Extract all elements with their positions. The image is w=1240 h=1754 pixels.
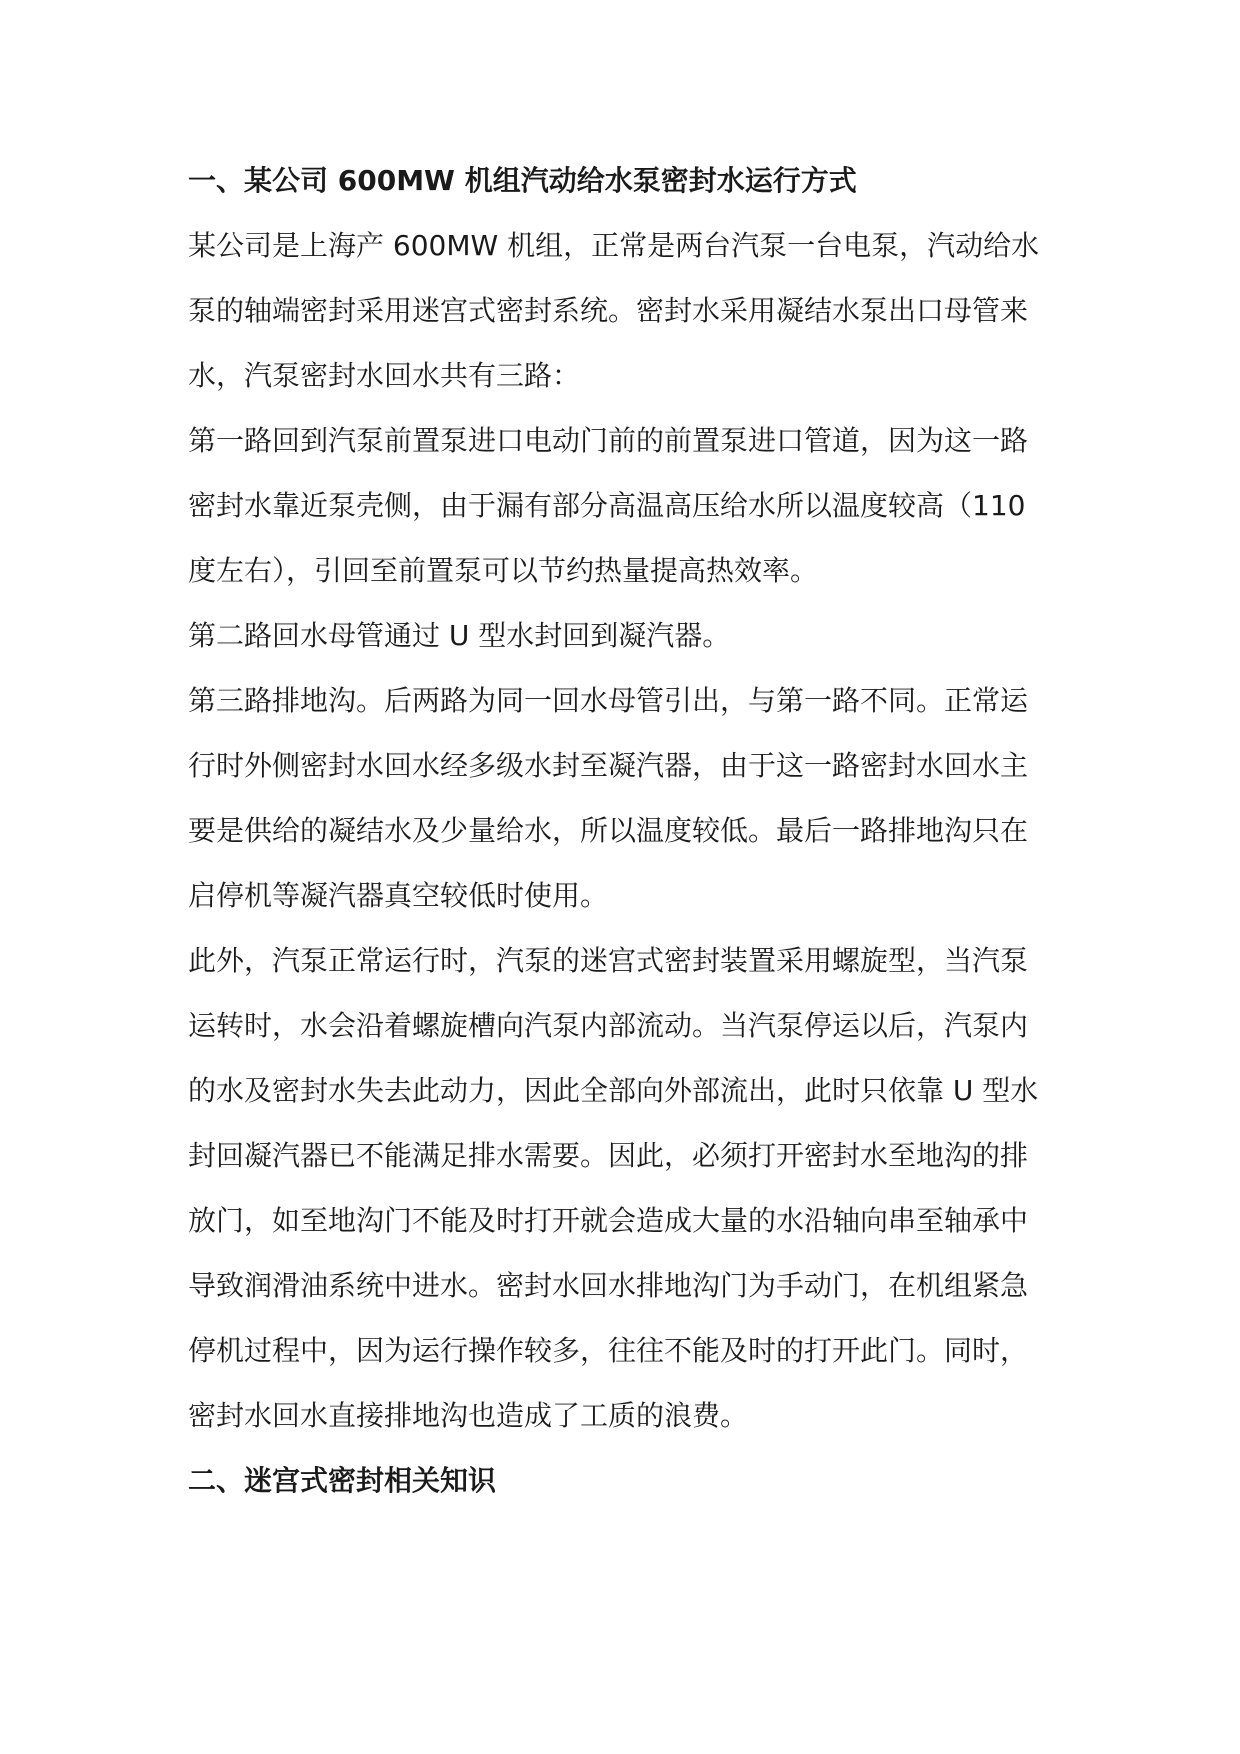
text-line: 停机过程中，因为运行操作较多，往往不能及时的打开此门。同时，	[188, 1334, 1029, 1367]
text-line: 运转时，水会沿着螺旋槽向汽泵内部流动。当汽泵停运以后，汽泵内	[188, 1009, 1029, 1042]
paragraph-intro	[188, 213, 1060, 408]
text-line: 水，汽泵密封水回水共有三路：	[188, 359, 581, 392]
text-line: 第三路排地沟。后两路为同一回水母管引出，与第一路不同。正常运	[188, 684, 1029, 717]
section-2-heading: 二、迷宫式密封相关知识	[188, 1464, 497, 1497]
text-line: 某公司是上海产 600MW 机组，正常是两台汽泵一台电泵，汽动给水	[188, 229, 1040, 262]
text-line: 度左右），引回至前置泵可以节约热量提高热效率。	[188, 554, 819, 587]
text-line: 放门，如至地沟门不能及时打开就会造成大量的水沿轴向串至轴承中	[188, 1204, 1029, 1237]
text-line: 泵的轴端密封采用迷宫式密封系统。密封水采用凝结水泵出口母管来	[188, 294, 1029, 327]
paragraph-route-3	[188, 668, 1060, 928]
text-line: 行时外侧密封水回水经多级水封至凝汽器，由于这一路密封水回水主	[188, 749, 1029, 782]
text-line: 封回凝汽器已不能满足排水需要。因此，必须打开密封水至地沟的排	[188, 1139, 1029, 1172]
paragraph-route-1	[188, 408, 1060, 603]
section-1-heading: 一、某公司 600MW 机组汽动给水泵密封水运行方式	[188, 164, 857, 197]
text-line: 密封水靠近泵壳侧，由于漏有部分高温高压给水所以温度较高（110	[188, 489, 1026, 522]
text-line: 此外，汽泵正常运行时，汽泵的迷宫式密封装置采用螺旋型，当汽泵	[188, 944, 1029, 977]
text-line: 密封水回水直接排地沟也造成了工质的浪费。	[188, 1399, 749, 1432]
text-line: 启停机等凝汽器真空较低时使用。	[188, 879, 609, 912]
paragraph-additional	[188, 928, 1060, 1448]
paragraph-route-2	[188, 603, 1060, 668]
text-line: 导致润滑油系统中进水。密封水回水排地沟门为手动门，在机组紧急	[188, 1269, 1029, 1302]
text-line: 的水及密封水失去此动力，因此全部向外部流出，此时只依靠 U 型水	[188, 1074, 1039, 1107]
text-line: 第二路回水母管通过 U 型水封回到凝汽器。	[188, 619, 731, 652]
document-page	[188, 164, 1060, 1513]
text-line: 要是供给的凝结水及少量给水，所以温度较低。最后一路排地沟只在	[188, 814, 1029, 847]
text-line: 第一路回到汽泵前置泵进口电动门前的前置泵进口管道，因为这一路	[188, 424, 1029, 457]
